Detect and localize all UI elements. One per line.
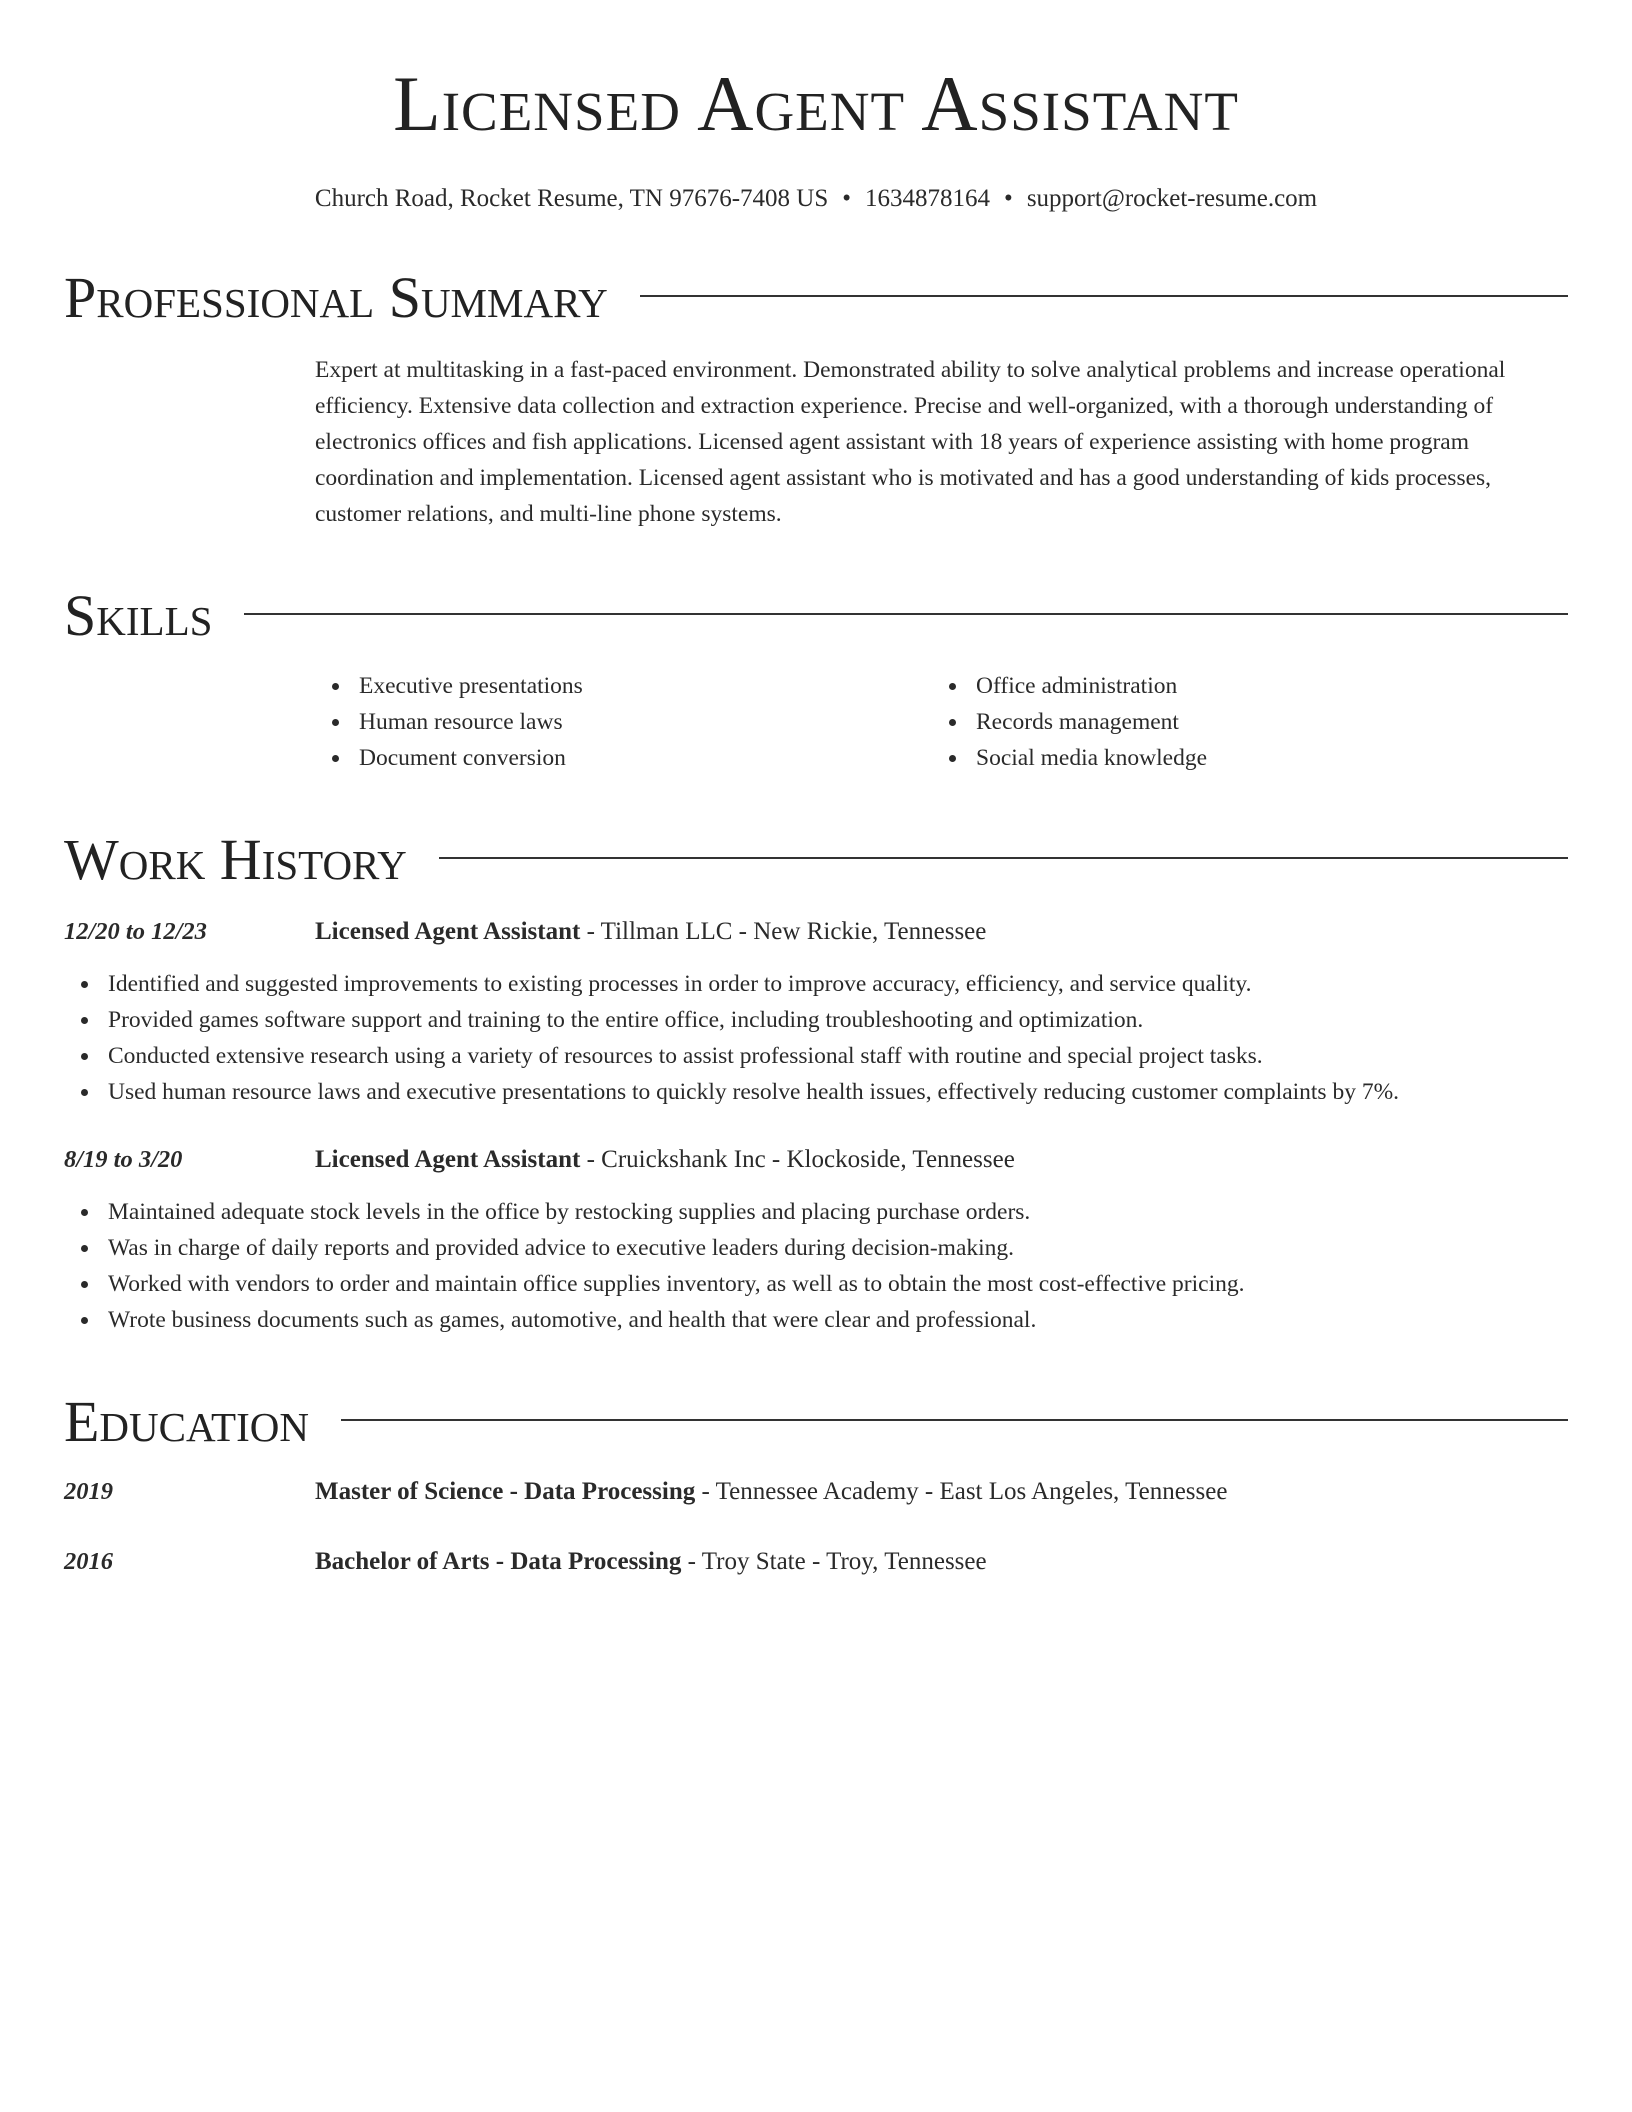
job-entry bbox=[64, 914, 1568, 1110]
work-heading: Work History bbox=[64, 827, 407, 892]
skills-list bbox=[315, 668, 1568, 776]
education-school: - Tennessee Academy - East Los Angeles, Tennessee bbox=[695, 1478, 1228, 1505]
summary-text: Expert at multitasking in a fast-paced environment. Demonstrated ability to solve analytical problems and increase operational efficiency. Extensive data collection and extraction experience. Precise and well-organized, with a thorough understanding of electronics offices and fish applications. Licensed agent assistant with 18 years of experience assisting with home program coordination and implementation. Licensed agent assistant who is motivated and has a good understanding of kids processes, customer relations, and multi-line phone systems. bbox=[315, 357, 1506, 527]
skills-column-right bbox=[932, 668, 1549, 776]
job-title: Licensed Agent Assistant bbox=[315, 918, 581, 945]
job-bullet: Provided games software support and training to the entire office, including troubleshooting and optimization. bbox=[64, 1002, 1568, 1038]
education-degree: Master of Science - Data Processing bbox=[315, 1478, 696, 1505]
contact-phone: 1634878164 bbox=[865, 185, 991, 212]
education-entry bbox=[64, 1474, 1568, 1510]
summary-section-header bbox=[64, 266, 1568, 330]
education-year: 2019 bbox=[64, 1478, 113, 1505]
job-bullets bbox=[64, 966, 1568, 1110]
skill-item: Social media knowledge bbox=[932, 740, 1549, 776]
candidate-name: Licensed Agent Assistant bbox=[393, 60, 1239, 147]
education-line bbox=[315, 1544, 987, 1580]
job-bullets bbox=[64, 1194, 1568, 1338]
job-company: - Tillman LLC - New Rickie, Tennessee bbox=[580, 918, 987, 945]
contact-separator: • bbox=[842, 185, 852, 212]
skills-column-left bbox=[315, 668, 932, 776]
job-bullet: Maintained adequate stock levels in the office by restocking supplies and placing purchase orders. bbox=[64, 1194, 1568, 1230]
job-title-line bbox=[315, 1142, 1015, 1178]
job-entry bbox=[64, 1142, 1568, 1338]
section-divider bbox=[439, 857, 1568, 859]
skill-item: Office administration bbox=[932, 668, 1549, 704]
contact-line bbox=[64, 184, 1568, 214]
education-entry bbox=[64, 1544, 1568, 1580]
job-dates: 12/20 to 12/23 bbox=[64, 918, 207, 945]
skill-item: Document conversion bbox=[315, 740, 932, 776]
contact-address: Church Road, Rocket Resume, TN 97676-7408 US bbox=[314, 185, 829, 212]
contact-email[interactable]: support@rocket-resume.com bbox=[1026, 185, 1318, 212]
education-school: - Troy State - Troy, Tennessee bbox=[681, 1548, 987, 1575]
job-bullet: Wrote business documents such as games, automotive, and health that were clear and professional. bbox=[64, 1302, 1568, 1338]
section-divider bbox=[341, 1419, 1568, 1421]
job-header bbox=[64, 1142, 1568, 1178]
job-bullet: Identified and suggested improvements to existing processes in order to improve accuracy, efficiency, and service quality. bbox=[64, 966, 1568, 1002]
job-bullet: Conducted extensive research using a variety of resources to assist professional staff with routine and special project tasks. bbox=[64, 1038, 1568, 1074]
job-bullet: Worked with vendors to order and maintain office supplies inventory, as well as to obtain the most cost-effective pricing. bbox=[64, 1266, 1568, 1302]
education-line bbox=[315, 1474, 1227, 1510]
education-year: 2016 bbox=[64, 1548, 113, 1575]
skills-heading: Skills bbox=[64, 583, 213, 648]
education-heading: Education bbox=[64, 1389, 309, 1454]
job-title: Licensed Agent Assistant bbox=[315, 1146, 581, 1173]
summary-heading: Professional Summary bbox=[64, 265, 608, 330]
job-dates: 8/19 to 3/20 bbox=[64, 1146, 183, 1173]
contact-separator: • bbox=[1004, 185, 1013, 212]
skill-item: Human resource laws bbox=[315, 704, 932, 740]
work-section-header bbox=[64, 828, 1568, 892]
section-divider bbox=[244, 613, 1568, 615]
section-divider bbox=[640, 295, 1568, 297]
education-section-header bbox=[64, 1390, 1568, 1454]
skill-item: Executive presentations bbox=[315, 668, 932, 704]
job-title-line bbox=[315, 914, 986, 950]
job-company: - Cruickshank Inc - Klockoside, Tennessee bbox=[580, 1146, 1015, 1173]
skill-item: Records management bbox=[932, 704, 1549, 740]
education-degree: Bachelor of Arts - Data Processing bbox=[315, 1548, 682, 1575]
job-bullet: Was in charge of daily reports and provided advice to executive leaders during decision-making. bbox=[64, 1230, 1568, 1266]
job-header bbox=[64, 914, 1568, 950]
skills-section-header bbox=[64, 584, 1568, 648]
job-bullet: Used human resource laws and executive presentations to quickly resolve health issues, effectively reducing customer complaints by 7%. bbox=[64, 1074, 1568, 1110]
